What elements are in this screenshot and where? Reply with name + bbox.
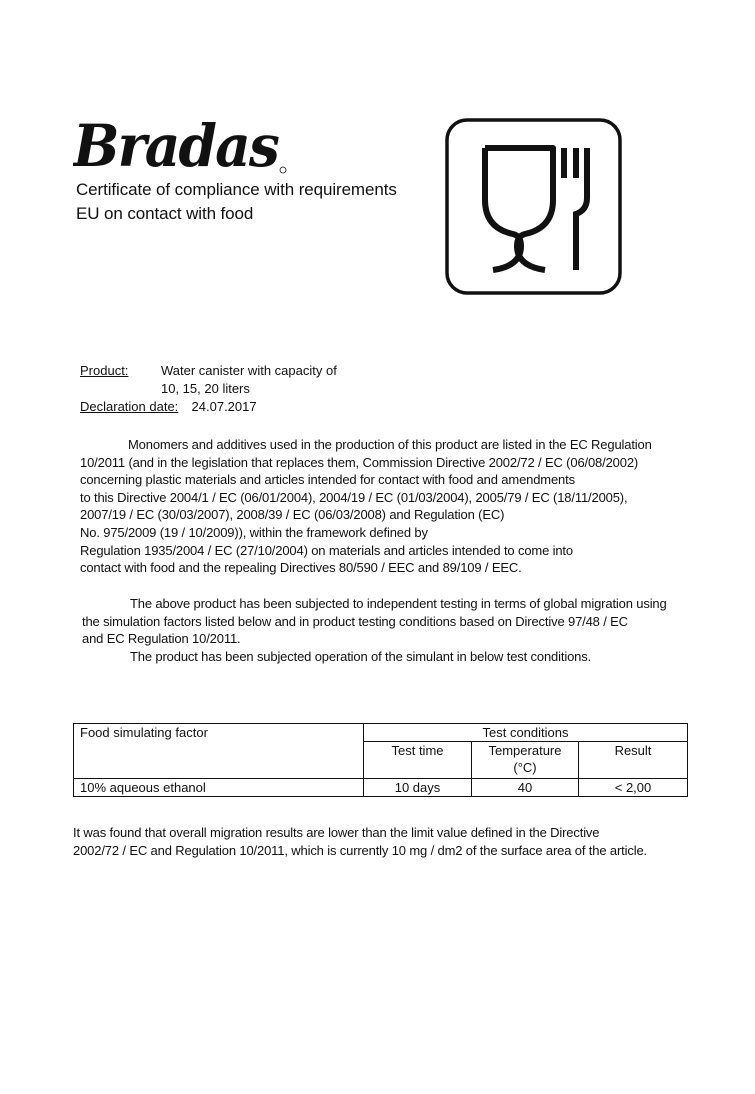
header-result: Result: [579, 742, 688, 779]
food-safe-glass-fork-icon: [445, 118, 622, 295]
cell-time: 10 days: [364, 779, 472, 797]
declaration-date-label: Declaration date:: [80, 399, 179, 414]
product-label: [80, 363, 128, 378]
paragraph-1-line: contact with food and the repealing Directives 80/590 / EEC and 89/109 / EEC.: [80, 560, 522, 576]
header-temperature: [472, 742, 579, 779]
paragraph-1-line: No. 975/2009 (19 / 10/2009)), within the framework defined by: [80, 524, 428, 540]
certificate-title-line-2: EU on contact with food: [76, 204, 254, 223]
product-value-line-1: Water canister with capacity of: [161, 363, 337, 378]
paragraph-2-line: the simulation factors listed below and in product testing conditions based on Directive 97/48 / EC: [82, 613, 628, 629]
cell-result: < 2,00: [579, 779, 688, 797]
conclusion-paragraph: [73, 824, 647, 860]
paragraph-1-line: Regulation 1935/2004 / EC (27/10/2004) on materials and articles intended to come into: [80, 542, 573, 558]
header-temperature-label: Temperature: [488, 743, 562, 758]
bradas-logo-mark-icon: [73, 110, 288, 178]
paragraph-1-line: 10/2011 (and in the legislation that replaces them, Commission Directive 2002/72 / EC (06/08/2002): [80, 454, 639, 470]
product-label-text: Product:: [80, 363, 129, 378]
table-row: [74, 779, 688, 797]
paragraph-1-line: concerning plastic materials and articles intended for contact with food and amendments: [80, 472, 575, 488]
paragraph-2-line: The above product has been subjected to independent testing in terms of global migration using: [130, 596, 667, 611]
paragraph-2-line: and EC Regulation 10/2011.: [82, 631, 241, 647]
cell-temperature: 40: [472, 779, 579, 797]
paragraph-1-line: Monomers and additives used in the production of this product are listed in the EC Regulation: [128, 437, 652, 452]
food-safe-symbol: [445, 118, 622, 295]
testing-paragraph: [82, 595, 667, 665]
certificate-title-line-1: Certificate of compliance with requirements: [76, 180, 397, 199]
conclusion-line: It was found that overall migration results are lower than the limit value defined in the Directive: [73, 825, 600, 840]
header-test-time: Test time: [364, 742, 472, 779]
header-test-conditions: Test conditions: [364, 724, 688, 742]
header-temperature-unit: (°C): [513, 760, 537, 775]
table-header-row: [74, 724, 688, 742]
declaration-date-row: [80, 399, 257, 414]
svg-text:Bradas: Bradas: [73, 112, 280, 178]
paragraph-2-line: The product has been subjected operation of the simulant in below test conditions.: [130, 648, 592, 664]
conclusion-line: 2002/72 / EC and Regulation 10/2011, which is currently 10 mg / dm2 of the surface area of the article.: [73, 843, 647, 858]
bradas-logo: [73, 110, 288, 178]
paragraph-1-line: 2007/19 / EC (30/03/2007), 2008/39 / EC (06/03/2008) and Regulation (EC): [80, 507, 505, 523]
regulation-paragraph: [80, 436, 652, 577]
paragraph-1-line: to this Directive 2004/1 / EC (06/01/2004), 2004/19 / EC (01/03/2004), 2005/79 / EC (18/11/2005),: [80, 489, 628, 505]
cell-factor: 10% aqueous ethanol: [74, 779, 364, 797]
product-value-line-2: 10, 15, 20 liters: [161, 381, 250, 396]
declaration-date-value: 24.07.2017: [191, 399, 257, 414]
test-results-table: [73, 723, 688, 797]
header-food-simulating-factor: Food simulating factor: [74, 724, 364, 779]
